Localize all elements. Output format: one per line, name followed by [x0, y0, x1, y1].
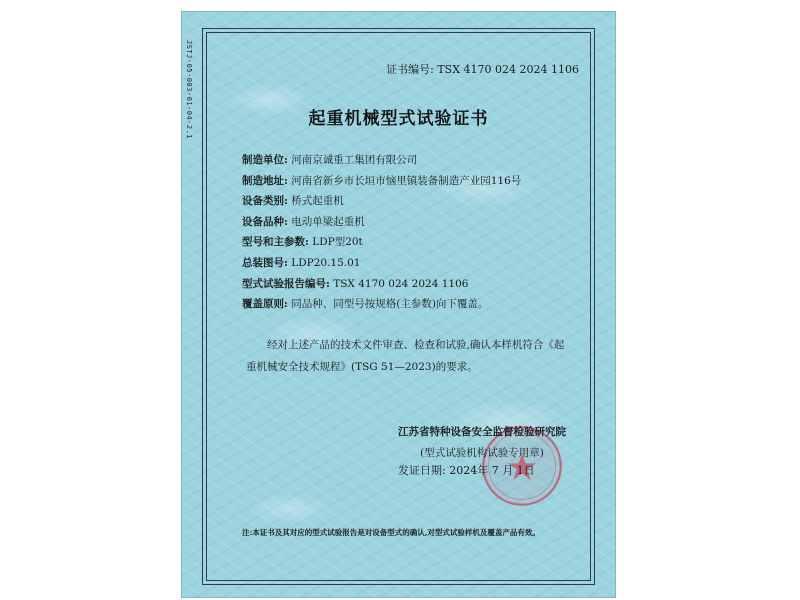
- certificate-title: 起重机械型式试验证书: [308, 109, 489, 129]
- certificate: [182, 12, 615, 597]
- issue-date: 发证日期: 2024年 7 月 1日: [398, 464, 535, 477]
- field-row: [242, 173, 602, 194]
- field-value: 桥式起重机: [291, 195, 344, 208]
- field-label: 设备类别:: [242, 195, 288, 208]
- field-label: 型号和主参数:: [242, 236, 309, 249]
- footer-note: 注:本证书及其对应的型式试验报告是对设备型式的确认,对型式试验样机及覆盖产品有效。: [242, 528, 540, 537]
- certificate-fields: [242, 152, 602, 317]
- field-row: [242, 276, 602, 297]
- field-row: [242, 152, 602, 173]
- field-row: [242, 255, 602, 276]
- field-value: TSX 4170 024 2024 1106: [333, 277, 469, 290]
- field-value: 同品种、同型号按规格(主参数)向下覆盖。: [291, 298, 489, 311]
- field-label: 制造单位:: [242, 154, 288, 166]
- field-row: [242, 296, 602, 317]
- field-value: 河南京诚重工集团有限公司: [291, 154, 418, 166]
- field-label: 型式试验报告编号:: [242, 277, 330, 290]
- issuer-name: 江苏省特种设备安全监督检验研究院: [398, 426, 566, 438]
- field-label: 覆盖原则:: [242, 298, 288, 311]
- side-document-code: JSTJ-05-003-01-04-2.1: [185, 40, 193, 140]
- field-value: LDP型20t: [312, 236, 363, 249]
- field-value: LDP20.15.01: [291, 256, 361, 269]
- issuer-seal-caption: (型式试验机构试验专用章): [420, 447, 544, 459]
- field-row: [242, 193, 602, 214]
- field-value: 电动单梁起重机: [291, 215, 365, 228]
- field-label: 设备品种:: [242, 215, 288, 228]
- issuing-authority: [392, 424, 572, 460]
- certificate-number: 证书编号: TSX 4170 024 2024 1106: [386, 63, 579, 76]
- field-value: 河南省新乡市长垣市恼里镇装备制造产业园116号: [291, 174, 522, 187]
- field-row: [242, 234, 602, 255]
- field-label: 总装图号:: [242, 256, 288, 269]
- field-label: 制造地址:: [242, 174, 288, 187]
- conformity-statement: 经对上述产品的技术文件审查、检查和试验,确认本样机符合《起重机械安全技术规程》(TSG 51—2023)的要求。: [246, 339, 565, 373]
- field-row: [242, 214, 602, 235]
